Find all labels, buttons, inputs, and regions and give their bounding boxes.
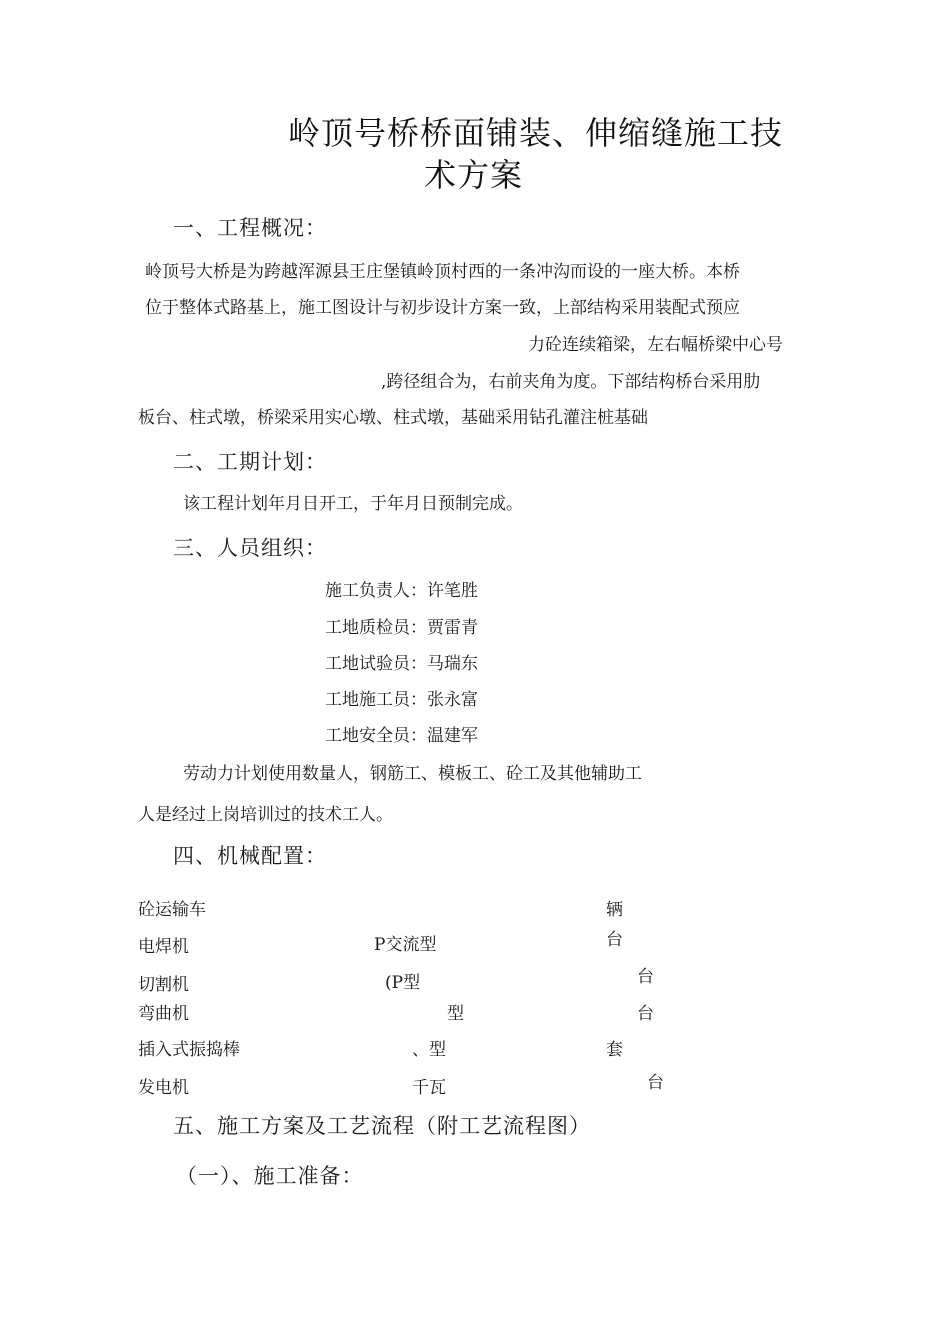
staff-entry: 施工负责人：许笔胜 — [325, 581, 478, 601]
staff-entry: 工地施工员：张永富 — [325, 690, 478, 710]
labor-plan-line-2: 人是经过上岗培训过的技术工人。 — [138, 805, 393, 825]
overview-line-4: ,跨径组合为，右前夹角为度。下部结构桥台采用肋 — [381, 372, 761, 392]
schedule-text: 该工程计划年月日开工，于年月日预制完成。 — [183, 494, 523, 514]
machine-model: 、型 — [412, 1040, 446, 1060]
overview-line-3: 力砼连续箱梁，左右幅桥梁中心号 — [528, 335, 783, 355]
machine-model: 型 — [447, 1004, 464, 1024]
staff-entry: 工地试验员：马瑞东 — [325, 654, 478, 674]
machine-name: 电焊机 — [138, 937, 189, 957]
machine-unit: 台 — [637, 1004, 654, 1024]
section-heading-construction-plan: 五、施工方案及工艺流程（附工艺流程图） — [173, 1114, 591, 1138]
staff-entry: 工地安全员：温建军 — [325, 726, 478, 746]
machine-name: 切割机 — [138, 975, 189, 995]
overview-line-5: 板台、柱式墩，桥梁采用实心墩、柱式墩，基础采用钻孔灌注桩基础 — [138, 408, 648, 428]
document-title-line1: 岭顶号桥桥面铺装、伸缩缝施工技 — [288, 114, 784, 152]
machine-unit: 辆 — [606, 900, 623, 920]
machine-unit: 台 — [637, 967, 654, 987]
section-heading-machinery: 四、机械配置： — [173, 844, 327, 868]
labor-plan-line-1: 劳动力计划使用数量人，钢筋工、模板工、砼工及其他辅助工 — [183, 764, 642, 784]
machine-name: 砼运输车 — [138, 900, 206, 920]
machine-model: 千瓦 — [412, 1078, 446, 1098]
machine-model: P交流型 — [374, 935, 437, 955]
machine-unit: 台 — [647, 1073, 664, 1093]
overview-line-1: 岭顶号大桥是为跨越浑源县王庄堡镇岭顶村西的一条冲沟而设的一座大桥。本桥 — [145, 262, 740, 282]
machine-unit: 台 — [606, 930, 623, 950]
machine-name: 弯曲机 — [138, 1004, 189, 1024]
machine-name: 发电机 — [138, 1078, 189, 1098]
section-heading-schedule: 二、工期计划： — [173, 450, 327, 474]
staff-entry: 工地质检员：贾雷青 — [325, 618, 478, 638]
document-title-line2: 术方案 — [424, 156, 524, 194]
section-heading-staff: 三、人员组织： — [173, 536, 327, 560]
machine-unit: 套 — [606, 1040, 623, 1060]
machine-model: (P型 — [385, 973, 421, 993]
overview-line-2: 位于整体式路基上，施工图设计与初步设计方案一致，上部结构采用装配式预应 — [145, 298, 740, 318]
section-heading-overview: 一、工程概况： — [173, 216, 327, 240]
machine-name: 插入式振捣棒 — [138, 1040, 240, 1060]
subsection-heading-preparation: （一）、施工准备： — [176, 1164, 364, 1188]
